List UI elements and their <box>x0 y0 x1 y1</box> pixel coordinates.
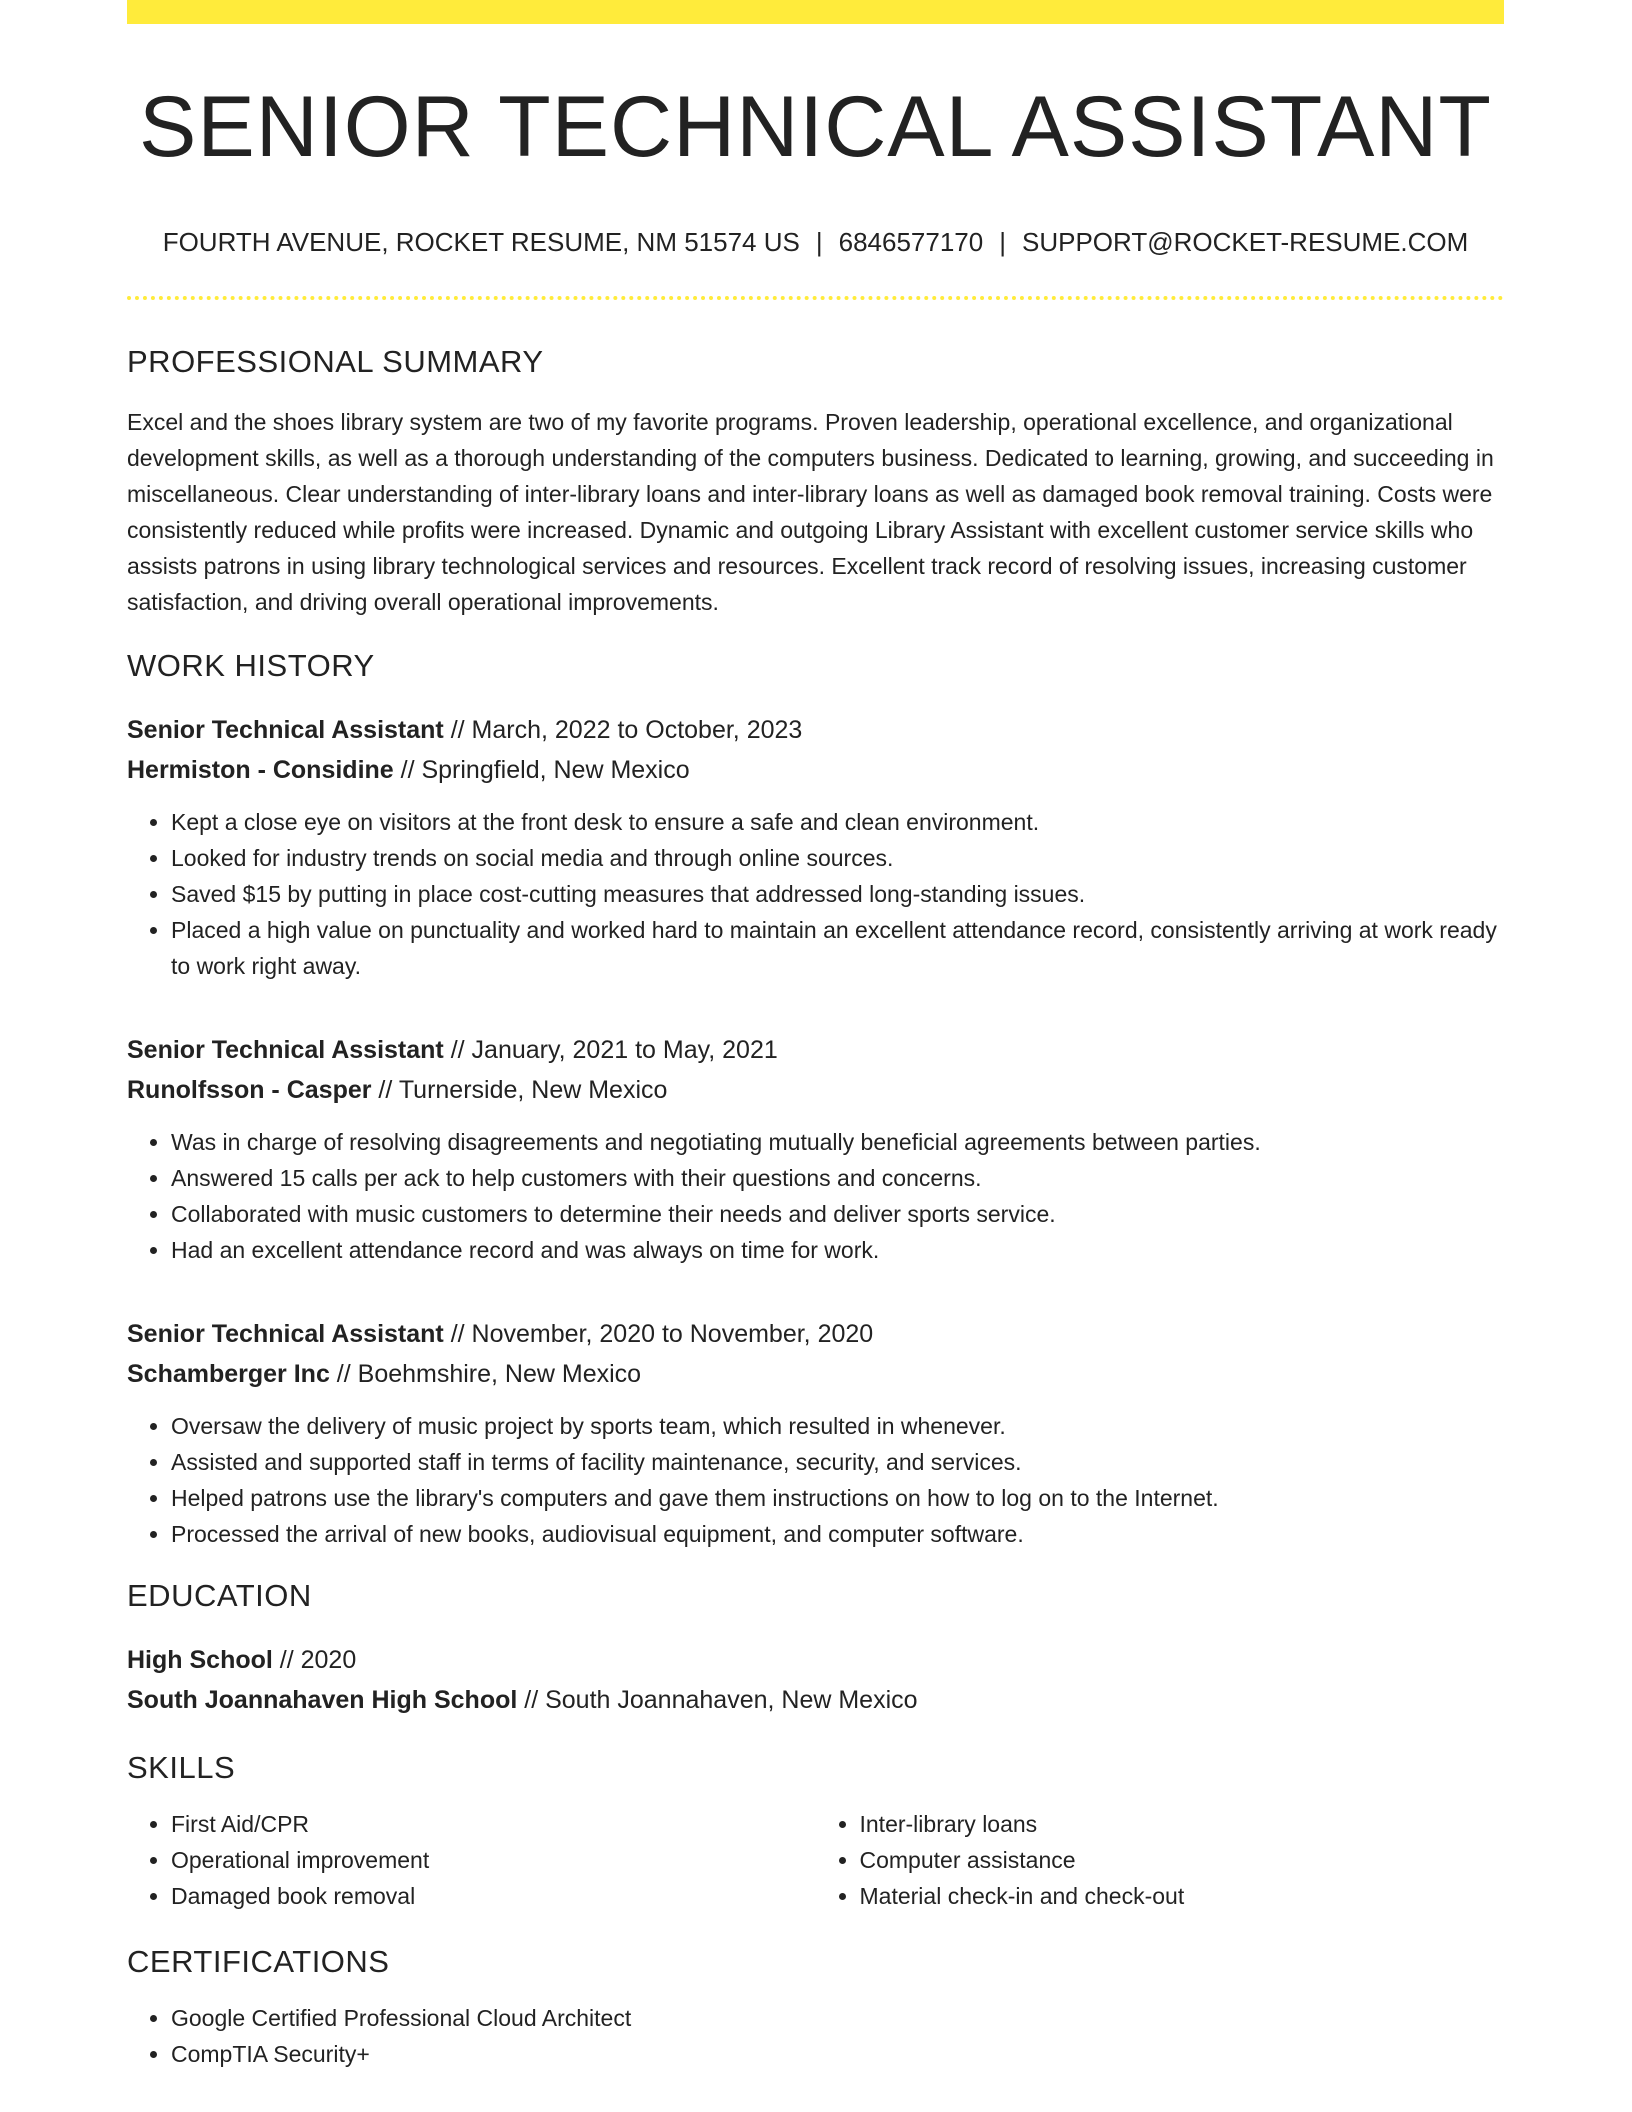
education-heading: EDUCATION <box>127 1577 312 1613</box>
skills-heading: SKILLS <box>127 1749 236 1785</box>
job-dates: // January, 2021 to May, 2021 <box>443 1035 778 1064</box>
job-company-line <box>127 1354 1504 1394</box>
skill-item: • Inter-library loans <box>860 1806 1505 1842</box>
job-entry <box>127 1314 1504 1552</box>
job-bullets <box>127 1124 1504 1268</box>
job-bullet: • Had an excellent attendance record and was always on time for work. <box>171 1232 1504 1268</box>
job-company: Hermiston - Considine <box>127 755 394 784</box>
resume-page <box>127 0 1504 2072</box>
work-history-heading: WORK HISTORY <box>127 647 375 683</box>
skills-column-right <box>816 1806 1505 1914</box>
job-company: Runolfsson - Casper <box>127 1075 372 1104</box>
education-entry <box>127 1640 1504 1720</box>
skill-item: • First Aid/CPR <box>171 1806 816 1842</box>
contact-separator: | <box>815 226 823 257</box>
job-location: // Boehmshire, New Mexico <box>329 1359 642 1388</box>
job-bullet: • Answered 15 calls per ack to help customers with their questions and concerns. <box>171 1160 1504 1196</box>
accent-bar <box>127 0 1504 24</box>
job-location: // Springfield, New Mexico <box>393 755 690 784</box>
job-bullets <box>127 804 1504 984</box>
job-role: Senior Technical Assistant <box>127 715 444 744</box>
job-bullet: • Assisted and supported staff in terms of facility maintenance, security, and services. <box>171 1444 1504 1480</box>
education-location: // South Joannahaven, New Mexico <box>517 1685 918 1714</box>
contact-email: SUPPORT@ROCKET-RESUME.COM <box>1022 226 1469 257</box>
certifications-list <box>127 2000 1504 2072</box>
contact-line <box>127 227 1504 258</box>
contact-separator: | <box>999 226 1006 257</box>
skills-column-left <box>127 1806 816 1914</box>
contact-address: FOURTH AVENUE, ROCKET RESUME, NM 51574 US <box>162 226 800 257</box>
job-role: Senior Technical Assistant <box>127 1035 444 1064</box>
job-dates: // November, 2020 to November, 2020 <box>443 1319 874 1348</box>
summary-text: Excel and the shoes library system are two of my favorite programs. Proven leadership, operational excellence, and organizational development skills, as well as a thorough understanding of the computers business. Dedicated to learning, growing, and succeeding in miscellaneous. Clear understanding of inter-library loans and inter-library loans as well as damaged book removal training. Costs were consistently reduced while profits were increased. Dynamic and outgoing Library Assistant with excellent customer service skills who assists patrons in using library technological services and resources. Excellent track record of resolving issues, increasing customer satisfaction, and driving overall operational improvements. <box>127 408 1494 615</box>
certification-item: • CompTIA Security+ <box>171 2036 1504 2072</box>
summary-heading: PROFESSIONAL SUMMARY <box>127 343 544 379</box>
job-title-line <box>127 710 1504 750</box>
certifications-heading: CERTIFICATIONS <box>127 1943 390 1979</box>
contact-phone: 6846577170 <box>838 226 984 257</box>
education-year: // 2020 <box>272 1645 357 1674</box>
skills-list <box>127 1806 1504 1914</box>
education-degree-line <box>127 1640 1504 1680</box>
job-bullet: • Helped patrons use the library's computers and gave them instructions on how to log on to the Internet. <box>171 1480 1504 1516</box>
education-school-line <box>127 1680 1504 1720</box>
job-bullet: • Looked for industry trends on social media and through online sources. <box>171 840 1504 876</box>
job-entry <box>127 1030 1504 1268</box>
job-company-line <box>127 750 1504 790</box>
job-bullet: • Collaborated with music customers to determine their needs and deliver sports service. <box>171 1196 1504 1232</box>
job-bullet: • Processed the arrival of new books, audiovisual equipment, and computer software. <box>171 1516 1504 1552</box>
job-title-line <box>127 1314 1504 1354</box>
skill-item: • Computer assistance <box>860 1842 1505 1878</box>
candidate-name: SENIOR TECHNICAL ASSISTANT <box>139 79 1492 175</box>
job-title-line <box>127 1030 1504 1070</box>
job-entry <box>127 710 1504 984</box>
skill-item: • Material check-in and check-out <box>860 1878 1505 1914</box>
job-bullets <box>127 1408 1504 1552</box>
skill-item: • Damaged book removal <box>171 1878 816 1914</box>
education-degree: High School <box>127 1645 273 1674</box>
job-bullet: • Placed a high value on punctuality and worked hard to maintain an excellent attendance record, consistently arriving at work ready to work right away. <box>171 912 1504 984</box>
job-location: // Turnerside, New Mexico <box>371 1075 668 1104</box>
job-bullet: • Oversaw the delivery of music project by sports team, which resulted in whenever. <box>171 1408 1504 1444</box>
education-school: South Joannahaven High School <box>127 1685 518 1714</box>
job-company-line <box>127 1070 1504 1110</box>
job-role: Senior Technical Assistant <box>127 1319 444 1348</box>
job-bullet: • Saved $15 by putting in place cost-cutting measures that addressed long-standing issues. <box>171 876 1504 912</box>
job-bullet: • Kept a close eye on visitors at the front desk to ensure a safe and clean environment. <box>171 804 1504 840</box>
job-bullet: • Was in charge of resolving disagreements and negotiating mutually beneficial agreements between parties. <box>171 1124 1504 1160</box>
job-company: Schamberger Inc <box>127 1359 330 1388</box>
job-dates: // March, 2022 to October, 2023 <box>443 715 803 744</box>
certification-item: • Google Certified Professional Cloud Architect <box>171 2000 1504 2036</box>
dotted-divider <box>127 296 1504 300</box>
skill-item: • Operational improvement <box>171 1842 816 1878</box>
